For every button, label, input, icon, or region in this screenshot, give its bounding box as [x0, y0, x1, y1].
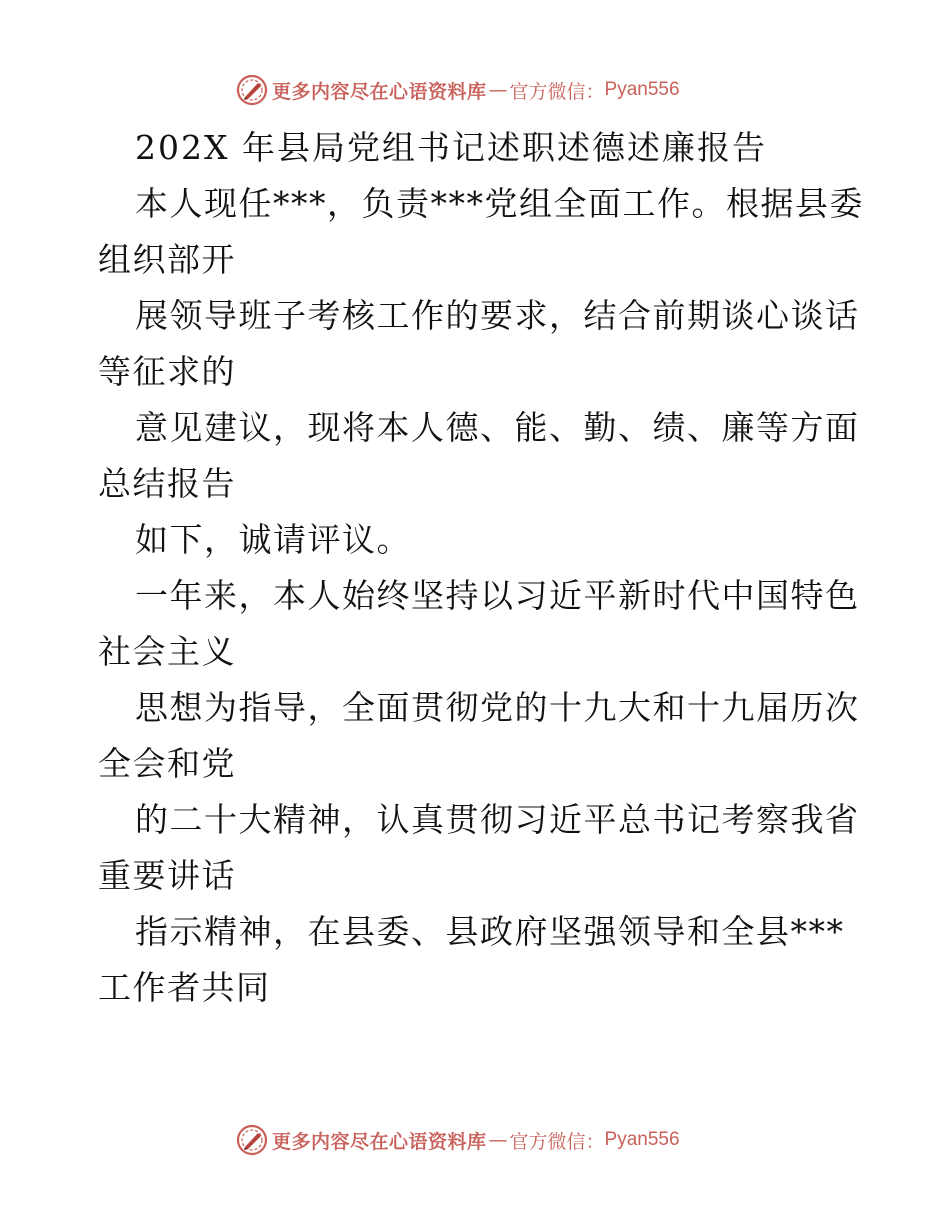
document-title: 202X 年县局党组书记述职述德述廉报告 — [135, 128, 767, 167]
header-watermark — [236, 72, 680, 108]
watermark-separator: — — [488, 1129, 508, 1151]
watermark-wechat-label: 官方微信： — [509, 80, 605, 103]
text-line: 全会和党 — [98, 744, 236, 783]
text-line: 指示精神，在县委、县政府坚强领导和全县*** — [135, 912, 845, 951]
text-line: 组织部开 — [98, 240, 236, 279]
watermark-wechat-id: Pyan556 — [604, 1129, 680, 1150]
text-line: 的二十大精神，认真贯彻习近平总书记考察我省 — [135, 800, 860, 839]
text-line: 等征求的 — [98, 352, 236, 391]
text-line: 展领导班子考核工作的要求，结合前期谈心谈话 — [135, 296, 860, 335]
text-line: 思想为指导，全面贯彻党的十九大和十九届历次 — [135, 688, 860, 727]
watermark-wechat-id: Pyan556 — [604, 79, 680, 100]
pen-logo-icon — [236, 1124, 268, 1156]
text-line: 本人现任***，负责***党组全面工作。根据县委 — [135, 184, 864, 223]
text-line: 重要讲话 — [98, 856, 236, 895]
pen-logo-icon — [236, 74, 268, 106]
watermark-wechat-label: 官方微信： — [509, 1130, 605, 1153]
document-body — [98, 120, 864, 1016]
watermark-site-text: 更多内容尽在心语资料库 — [272, 80, 487, 103]
text-line: 总结报告 — [98, 464, 236, 503]
watermark-site-text: 更多内容尽在心语资料库 — [272, 1130, 487, 1153]
text-line: 一年来，本人始终坚持以习近平新时代中国特色 — [135, 576, 860, 615]
text-line: 工作者共同 — [98, 968, 271, 1007]
watermark-separator: — — [488, 79, 508, 101]
text-line: 社会主义 — [98, 632, 236, 671]
text-line: 意见建议，现将本人德、能、勤、绩、廉等方面 — [135, 408, 860, 447]
text-line: 如下，诚请评议。 — [135, 520, 411, 559]
footer-watermark — [236, 1122, 680, 1158]
